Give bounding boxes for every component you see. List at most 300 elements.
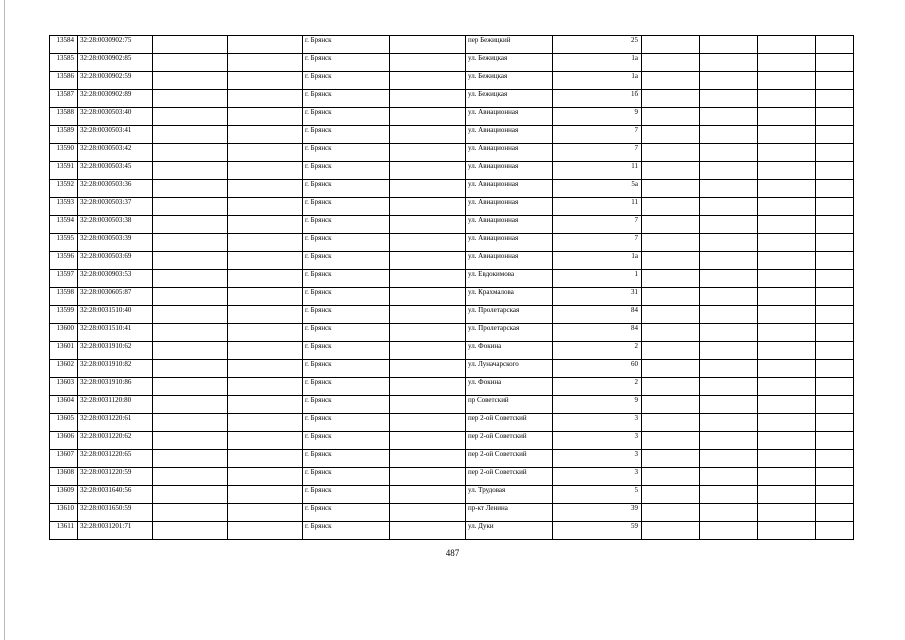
cadastral-number-cell: 32:28:0030605:87 bbox=[78, 288, 153, 306]
empty-cell bbox=[642, 270, 700, 288]
empty-cell bbox=[153, 306, 228, 324]
street-cell: пер 2-ой Советский bbox=[466, 414, 553, 432]
empty-cell bbox=[700, 36, 758, 54]
table-row bbox=[50, 90, 854, 108]
empty-cell bbox=[700, 126, 758, 144]
house-number-cell: 7 bbox=[553, 234, 642, 252]
street-cell: пер 2-ой Советский bbox=[466, 432, 553, 450]
row-number-cell: 13593 bbox=[50, 198, 78, 216]
empty-cell bbox=[642, 90, 700, 108]
house-number-cell: 3 bbox=[553, 414, 642, 432]
empty-cell bbox=[642, 36, 700, 54]
empty-cell bbox=[700, 360, 758, 378]
empty-cell bbox=[700, 144, 758, 162]
city-cell: г. Брянск bbox=[303, 504, 390, 522]
empty-cell bbox=[758, 36, 816, 54]
empty-cell bbox=[816, 360, 854, 378]
empty-cell bbox=[700, 432, 758, 450]
row-number-cell: 13608 bbox=[50, 468, 78, 486]
house-number-cell: 1а bbox=[553, 252, 642, 270]
empty-cell bbox=[642, 144, 700, 162]
city-cell: г. Брянск bbox=[303, 72, 390, 90]
empty-cell bbox=[642, 288, 700, 306]
empty-cell bbox=[758, 216, 816, 234]
city-cell: г. Брянск bbox=[303, 486, 390, 504]
empty-cell bbox=[228, 450, 303, 468]
empty-cell bbox=[816, 162, 854, 180]
table-row bbox=[50, 306, 854, 324]
empty-cell bbox=[816, 108, 854, 126]
empty-cell bbox=[758, 486, 816, 504]
empty-cell bbox=[390, 378, 466, 396]
empty-cell bbox=[816, 396, 854, 414]
street-cell: ул. Авиационная bbox=[466, 252, 553, 270]
street-cell: ул. Крахмалова bbox=[466, 288, 553, 306]
house-number-cell: 25 bbox=[553, 36, 642, 54]
street-cell: ул. Луначарского bbox=[466, 360, 553, 378]
empty-cell bbox=[642, 252, 700, 270]
empty-cell bbox=[816, 234, 854, 252]
empty-cell bbox=[758, 72, 816, 90]
street-cell: ул. Евдокимова bbox=[466, 270, 553, 288]
empty-cell bbox=[390, 108, 466, 126]
empty-cell bbox=[642, 378, 700, 396]
empty-cell bbox=[153, 180, 228, 198]
street-cell: ул. Авиационная bbox=[466, 144, 553, 162]
empty-cell bbox=[390, 324, 466, 342]
empty-cell bbox=[758, 108, 816, 126]
row-number-cell: 13609 bbox=[50, 486, 78, 504]
empty-cell bbox=[816, 270, 854, 288]
empty-cell bbox=[816, 216, 854, 234]
row-number-cell: 13591 bbox=[50, 162, 78, 180]
empty-cell bbox=[758, 270, 816, 288]
table-row bbox=[50, 162, 854, 180]
empty-cell bbox=[228, 252, 303, 270]
page-edge-line bbox=[4, 0, 5, 640]
table-row bbox=[50, 270, 854, 288]
empty-cell bbox=[700, 468, 758, 486]
city-cell: г. Брянск bbox=[303, 360, 390, 378]
table-row bbox=[50, 468, 854, 486]
street-cell: ул. Авиационная bbox=[466, 126, 553, 144]
empty-cell bbox=[758, 54, 816, 72]
city-cell: г. Брянск bbox=[303, 324, 390, 342]
house-number-cell: 3 bbox=[553, 468, 642, 486]
city-cell: г. Брянск bbox=[303, 126, 390, 144]
empty-cell bbox=[228, 198, 303, 216]
table-row bbox=[50, 414, 854, 432]
empty-cell bbox=[153, 522, 228, 540]
cadastral-number-cell: 32:28:0031640:56 bbox=[78, 486, 153, 504]
empty-cell bbox=[153, 468, 228, 486]
empty-cell bbox=[228, 36, 303, 54]
house-number-cell: 5 bbox=[553, 486, 642, 504]
city-cell: г. Брянск bbox=[303, 90, 390, 108]
empty-cell bbox=[390, 522, 466, 540]
empty-cell bbox=[700, 252, 758, 270]
empty-cell bbox=[228, 216, 303, 234]
cadastral-number-cell: 32:28:0030902:59 bbox=[78, 72, 153, 90]
empty-cell bbox=[228, 396, 303, 414]
empty-cell bbox=[758, 90, 816, 108]
empty-cell bbox=[153, 360, 228, 378]
empty-cell bbox=[390, 180, 466, 198]
empty-cell bbox=[642, 54, 700, 72]
empty-cell bbox=[642, 234, 700, 252]
table-row bbox=[50, 324, 854, 342]
empty-cell bbox=[390, 162, 466, 180]
empty-cell bbox=[153, 342, 228, 360]
empty-cell bbox=[390, 72, 466, 90]
city-cell: г. Брянск bbox=[303, 468, 390, 486]
row-number-cell: 13610 bbox=[50, 504, 78, 522]
city-cell: г. Брянск bbox=[303, 108, 390, 126]
empty-cell bbox=[816, 450, 854, 468]
row-number-cell: 13585 bbox=[50, 54, 78, 72]
street-cell: ул. Трудовая bbox=[466, 486, 553, 504]
street-cell: ул. Авиационная bbox=[466, 108, 553, 126]
empty-cell bbox=[228, 162, 303, 180]
cadastral-number-cell: 32:28:0031910:86 bbox=[78, 378, 153, 396]
cadastral-number-cell: 32:28:0031220:61 bbox=[78, 414, 153, 432]
row-number-cell: 13592 bbox=[50, 180, 78, 198]
cadastral-number-cell: 32:28:0030503:41 bbox=[78, 126, 153, 144]
row-number-cell: 13586 bbox=[50, 72, 78, 90]
empty-cell bbox=[228, 432, 303, 450]
city-cell: г. Брянск bbox=[303, 162, 390, 180]
empty-cell bbox=[758, 414, 816, 432]
empty-cell bbox=[816, 54, 854, 72]
cadastral-number-cell: 32:28:0030503:36 bbox=[78, 180, 153, 198]
cadastral-number-cell: 32:28:0031510:41 bbox=[78, 324, 153, 342]
table-row bbox=[50, 522, 854, 540]
empty-cell bbox=[816, 288, 854, 306]
empty-cell bbox=[642, 108, 700, 126]
house-number-cell: 11 bbox=[553, 198, 642, 216]
empty-cell bbox=[700, 486, 758, 504]
city-cell: г. Брянск bbox=[303, 234, 390, 252]
house-number-cell: 1а bbox=[553, 54, 642, 72]
empty-cell bbox=[153, 414, 228, 432]
row-number-cell: 13584 bbox=[50, 36, 78, 54]
empty-cell bbox=[700, 162, 758, 180]
empty-cell bbox=[228, 522, 303, 540]
cadastral-number-cell: 32:28:0030503:45 bbox=[78, 162, 153, 180]
table-row bbox=[50, 36, 854, 54]
empty-cell bbox=[390, 396, 466, 414]
empty-cell bbox=[700, 270, 758, 288]
table-row bbox=[50, 234, 854, 252]
table-row bbox=[50, 450, 854, 468]
empty-cell bbox=[816, 72, 854, 90]
city-cell: г. Брянск bbox=[303, 216, 390, 234]
empty-cell bbox=[153, 198, 228, 216]
street-cell: пер 2-ой Советский bbox=[466, 450, 553, 468]
house-number-cell: 39 bbox=[553, 504, 642, 522]
empty-cell bbox=[642, 360, 700, 378]
registry-table bbox=[49, 35, 854, 540]
empty-cell bbox=[700, 288, 758, 306]
empty-cell bbox=[390, 252, 466, 270]
empty-cell bbox=[153, 144, 228, 162]
empty-cell bbox=[153, 216, 228, 234]
city-cell: г. Брянск bbox=[303, 288, 390, 306]
table-row bbox=[50, 396, 854, 414]
table-row bbox=[50, 360, 854, 378]
house-number-cell: 1 bbox=[553, 270, 642, 288]
empty-cell bbox=[700, 216, 758, 234]
empty-cell bbox=[642, 342, 700, 360]
empty-cell bbox=[153, 54, 228, 72]
empty-cell bbox=[228, 234, 303, 252]
cadastral-number-cell: 32:28:0030503:42 bbox=[78, 144, 153, 162]
empty-cell bbox=[228, 414, 303, 432]
empty-cell bbox=[228, 144, 303, 162]
house-number-cell: 7 bbox=[553, 144, 642, 162]
empty-cell bbox=[390, 288, 466, 306]
city-cell: г. Брянск bbox=[303, 36, 390, 54]
empty-cell bbox=[816, 486, 854, 504]
empty-cell bbox=[228, 360, 303, 378]
page-number: 487 bbox=[445, 548, 460, 558]
empty-cell bbox=[228, 486, 303, 504]
empty-cell bbox=[758, 450, 816, 468]
cadastral-number-cell: 32:28:0031650:59 bbox=[78, 504, 153, 522]
empty-cell bbox=[816, 468, 854, 486]
cadastral-number-cell: 32:28:0030903:53 bbox=[78, 270, 153, 288]
table-row bbox=[50, 54, 854, 72]
empty-cell bbox=[642, 468, 700, 486]
empty-cell bbox=[642, 486, 700, 504]
empty-cell bbox=[390, 126, 466, 144]
row-number-cell: 13595 bbox=[50, 234, 78, 252]
empty-cell bbox=[153, 90, 228, 108]
empty-cell bbox=[390, 342, 466, 360]
city-cell: г. Брянск bbox=[303, 144, 390, 162]
table-row bbox=[50, 504, 854, 522]
empty-cell bbox=[816, 324, 854, 342]
empty-cell bbox=[228, 180, 303, 198]
empty-cell bbox=[228, 504, 303, 522]
empty-cell bbox=[390, 216, 466, 234]
row-number-cell: 13600 bbox=[50, 324, 78, 342]
empty-cell bbox=[642, 72, 700, 90]
street-cell: ул. Пролетарская bbox=[466, 306, 553, 324]
table-row bbox=[50, 216, 854, 234]
empty-cell bbox=[642, 162, 700, 180]
empty-cell bbox=[228, 306, 303, 324]
table-row bbox=[50, 288, 854, 306]
empty-cell bbox=[390, 414, 466, 432]
table-row bbox=[50, 486, 854, 504]
empty-cell bbox=[758, 360, 816, 378]
house-number-cell: 3 bbox=[553, 450, 642, 468]
empty-cell bbox=[153, 324, 228, 342]
empty-cell bbox=[700, 324, 758, 342]
table-row bbox=[50, 198, 854, 216]
empty-cell bbox=[153, 72, 228, 90]
cadastral-number-cell: 32:28:0031910:82 bbox=[78, 360, 153, 378]
table-row bbox=[50, 432, 854, 450]
row-number-cell: 13596 bbox=[50, 252, 78, 270]
row-number-cell: 13603 bbox=[50, 378, 78, 396]
empty-cell bbox=[390, 360, 466, 378]
empty-cell bbox=[153, 450, 228, 468]
house-number-cell: 84 bbox=[553, 306, 642, 324]
empty-cell bbox=[758, 306, 816, 324]
row-number-cell: 13597 bbox=[50, 270, 78, 288]
empty-cell bbox=[700, 504, 758, 522]
table-row bbox=[50, 144, 854, 162]
empty-cell bbox=[816, 432, 854, 450]
street-cell: ул. Авиационная bbox=[466, 162, 553, 180]
row-number-cell: 13589 bbox=[50, 126, 78, 144]
empty-cell bbox=[228, 108, 303, 126]
empty-cell bbox=[816, 378, 854, 396]
empty-cell bbox=[758, 504, 816, 522]
empty-cell bbox=[153, 378, 228, 396]
empty-cell bbox=[642, 432, 700, 450]
empty-cell bbox=[700, 234, 758, 252]
empty-cell bbox=[153, 234, 228, 252]
empty-cell bbox=[816, 180, 854, 198]
empty-cell bbox=[700, 414, 758, 432]
house-number-cell: 1а bbox=[553, 72, 642, 90]
empty-cell bbox=[700, 396, 758, 414]
empty-cell bbox=[816, 126, 854, 144]
house-number-cell: 2 bbox=[553, 378, 642, 396]
empty-cell bbox=[758, 234, 816, 252]
table-row bbox=[50, 252, 854, 270]
empty-cell bbox=[228, 342, 303, 360]
empty-cell bbox=[390, 234, 466, 252]
city-cell: г. Брянск bbox=[303, 342, 390, 360]
empty-cell bbox=[390, 432, 466, 450]
city-cell: г. Брянск bbox=[303, 414, 390, 432]
empty-cell bbox=[758, 378, 816, 396]
empty-cell bbox=[228, 468, 303, 486]
row-number-cell: 13604 bbox=[50, 396, 78, 414]
empty-cell bbox=[228, 378, 303, 396]
house-number-cell: 9 bbox=[553, 396, 642, 414]
house-number-cell: 59 bbox=[553, 522, 642, 540]
city-cell: г. Брянск bbox=[303, 252, 390, 270]
empty-cell bbox=[228, 90, 303, 108]
city-cell: г. Брянск bbox=[303, 54, 390, 72]
street-cell: ул. Авиационная bbox=[466, 216, 553, 234]
cadastral-number-cell: 32:28:0031220:65 bbox=[78, 450, 153, 468]
table-row bbox=[50, 180, 854, 198]
empty-cell bbox=[228, 72, 303, 90]
empty-cell bbox=[758, 288, 816, 306]
cadastral-number-cell: 32:28:0031120:80 bbox=[78, 396, 153, 414]
empty-cell bbox=[390, 504, 466, 522]
empty-cell bbox=[153, 108, 228, 126]
row-number-cell: 13594 bbox=[50, 216, 78, 234]
empty-cell bbox=[153, 504, 228, 522]
empty-cell bbox=[228, 270, 303, 288]
house-number-cell: 2 bbox=[553, 342, 642, 360]
empty-cell bbox=[153, 126, 228, 144]
empty-cell bbox=[642, 504, 700, 522]
street-cell: ул. Фокина bbox=[466, 342, 553, 360]
cadastral-number-cell: 32:28:0030503:39 bbox=[78, 234, 153, 252]
house-number-cell: 7 bbox=[553, 216, 642, 234]
cadastral-number-cell: 32:28:0031201:71 bbox=[78, 522, 153, 540]
empty-cell bbox=[816, 522, 854, 540]
table-row bbox=[50, 108, 854, 126]
empty-cell bbox=[700, 198, 758, 216]
empty-cell bbox=[758, 198, 816, 216]
empty-cell bbox=[642, 306, 700, 324]
empty-cell bbox=[758, 396, 816, 414]
cadastral-number-cell: 32:28:0030503:38 bbox=[78, 216, 153, 234]
empty-cell bbox=[758, 342, 816, 360]
cadastral-number-cell: 32:28:0030503:40 bbox=[78, 108, 153, 126]
street-cell: пр-кт Ленина bbox=[466, 504, 553, 522]
row-number-cell: 13602 bbox=[50, 360, 78, 378]
city-cell: г. Брянск bbox=[303, 180, 390, 198]
row-number-cell: 13598 bbox=[50, 288, 78, 306]
empty-cell bbox=[700, 450, 758, 468]
city-cell: г. Брянск bbox=[303, 396, 390, 414]
empty-cell bbox=[758, 144, 816, 162]
empty-cell bbox=[700, 72, 758, 90]
house-number-cell: 5а bbox=[553, 180, 642, 198]
empty-cell bbox=[153, 162, 228, 180]
house-number-cell: 9 bbox=[553, 108, 642, 126]
empty-cell bbox=[642, 180, 700, 198]
empty-cell bbox=[758, 162, 816, 180]
empty-cell bbox=[816, 306, 854, 324]
street-cell: ул. Авиационная bbox=[466, 180, 553, 198]
cadastral-number-cell: 32:28:0031910:62 bbox=[78, 342, 153, 360]
street-cell: ул. Фокина bbox=[466, 378, 553, 396]
row-number-cell: 13599 bbox=[50, 306, 78, 324]
cadastral-number-cell: 32:28:0030503:69 bbox=[78, 252, 153, 270]
row-number-cell: 13606 bbox=[50, 432, 78, 450]
empty-cell bbox=[816, 198, 854, 216]
empty-cell bbox=[153, 36, 228, 54]
city-cell: г. Брянск bbox=[303, 306, 390, 324]
street-cell: пер Бежицкий bbox=[466, 36, 553, 54]
empty-cell bbox=[816, 504, 854, 522]
street-cell: пр Советский bbox=[466, 396, 553, 414]
empty-cell bbox=[390, 486, 466, 504]
row-number-cell: 13587 bbox=[50, 90, 78, 108]
empty-cell bbox=[700, 522, 758, 540]
empty-cell bbox=[228, 54, 303, 72]
empty-cell bbox=[758, 126, 816, 144]
empty-cell bbox=[816, 36, 854, 54]
street-cell: ул. Авиационная bbox=[466, 234, 553, 252]
empty-cell bbox=[642, 216, 700, 234]
row-number-cell: 13607 bbox=[50, 450, 78, 468]
row-number-cell: 13601 bbox=[50, 342, 78, 360]
empty-cell bbox=[153, 270, 228, 288]
city-cell: г. Брянск bbox=[303, 198, 390, 216]
empty-cell bbox=[390, 90, 466, 108]
empty-cell bbox=[700, 108, 758, 126]
empty-cell bbox=[228, 324, 303, 342]
empty-cell bbox=[758, 180, 816, 198]
cadastral-number-cell: 32:28:0030902:75 bbox=[78, 36, 153, 54]
cadastral-number-cell: 32:28:0031510:40 bbox=[78, 306, 153, 324]
empty-cell bbox=[758, 468, 816, 486]
city-cell: г. Брянск bbox=[303, 432, 390, 450]
street-cell: ул. Авиационная bbox=[466, 198, 553, 216]
